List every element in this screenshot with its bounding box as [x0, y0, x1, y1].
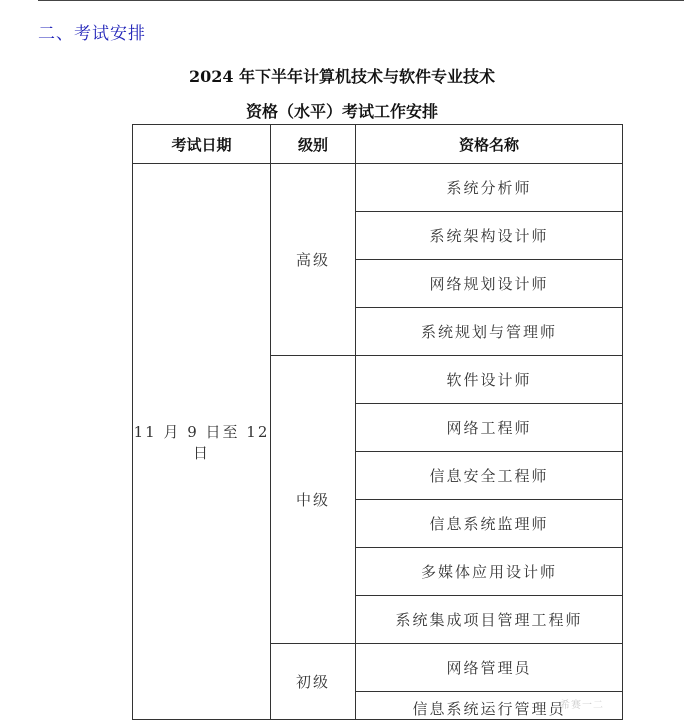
table-header-row	[133, 125, 623, 164]
watermark: 希赛一二	[560, 700, 604, 711]
certification-cell: 多媒体应用设计师	[356, 548, 623, 596]
certification-cell: 信息安全工程师	[356, 452, 623, 500]
top-rule	[38, 0, 684, 1]
document-title-line-2: 资格（水平）考试工作安排	[245, 102, 438, 121]
header-exam-date: 考试日期	[133, 125, 271, 164]
certification-cell: 软件设计师	[356, 356, 623, 404]
table-row	[133, 164, 623, 212]
exam-date-cell: 11 月 9 日至 12 日	[133, 164, 271, 720]
certification-cell: 系统集成项目管理工程师	[356, 596, 623, 644]
header-certification-name: 资格名称	[356, 125, 623, 164]
certification-cell: 网络工程师	[356, 404, 623, 452]
level-cell-junior: 初级	[271, 644, 356, 720]
certification-cell: 系统架构设计师	[356, 212, 623, 260]
level-cell-intermediate: 中级	[271, 356, 356, 644]
certification-cell-text: 信息系统运行管理员	[412, 700, 566, 718]
level-cell-senior: 高级	[271, 164, 356, 356]
exam-schedule-table	[132, 124, 623, 720]
document-title-line-1: 2024 年下半年计算机技术与软件专业技术	[188, 67, 496, 86]
certification-cell: 网络规划设计师	[356, 260, 623, 308]
certification-cell: 网络管理员	[356, 644, 623, 692]
header-level: 级别	[271, 125, 356, 164]
certification-cell: 信息系统监理师	[356, 500, 623, 548]
certification-cell: 系统分析师	[356, 164, 623, 212]
section-heading: 二、考试安排	[38, 24, 146, 44]
certification-cell: 系统规划与管理师	[356, 308, 623, 356]
